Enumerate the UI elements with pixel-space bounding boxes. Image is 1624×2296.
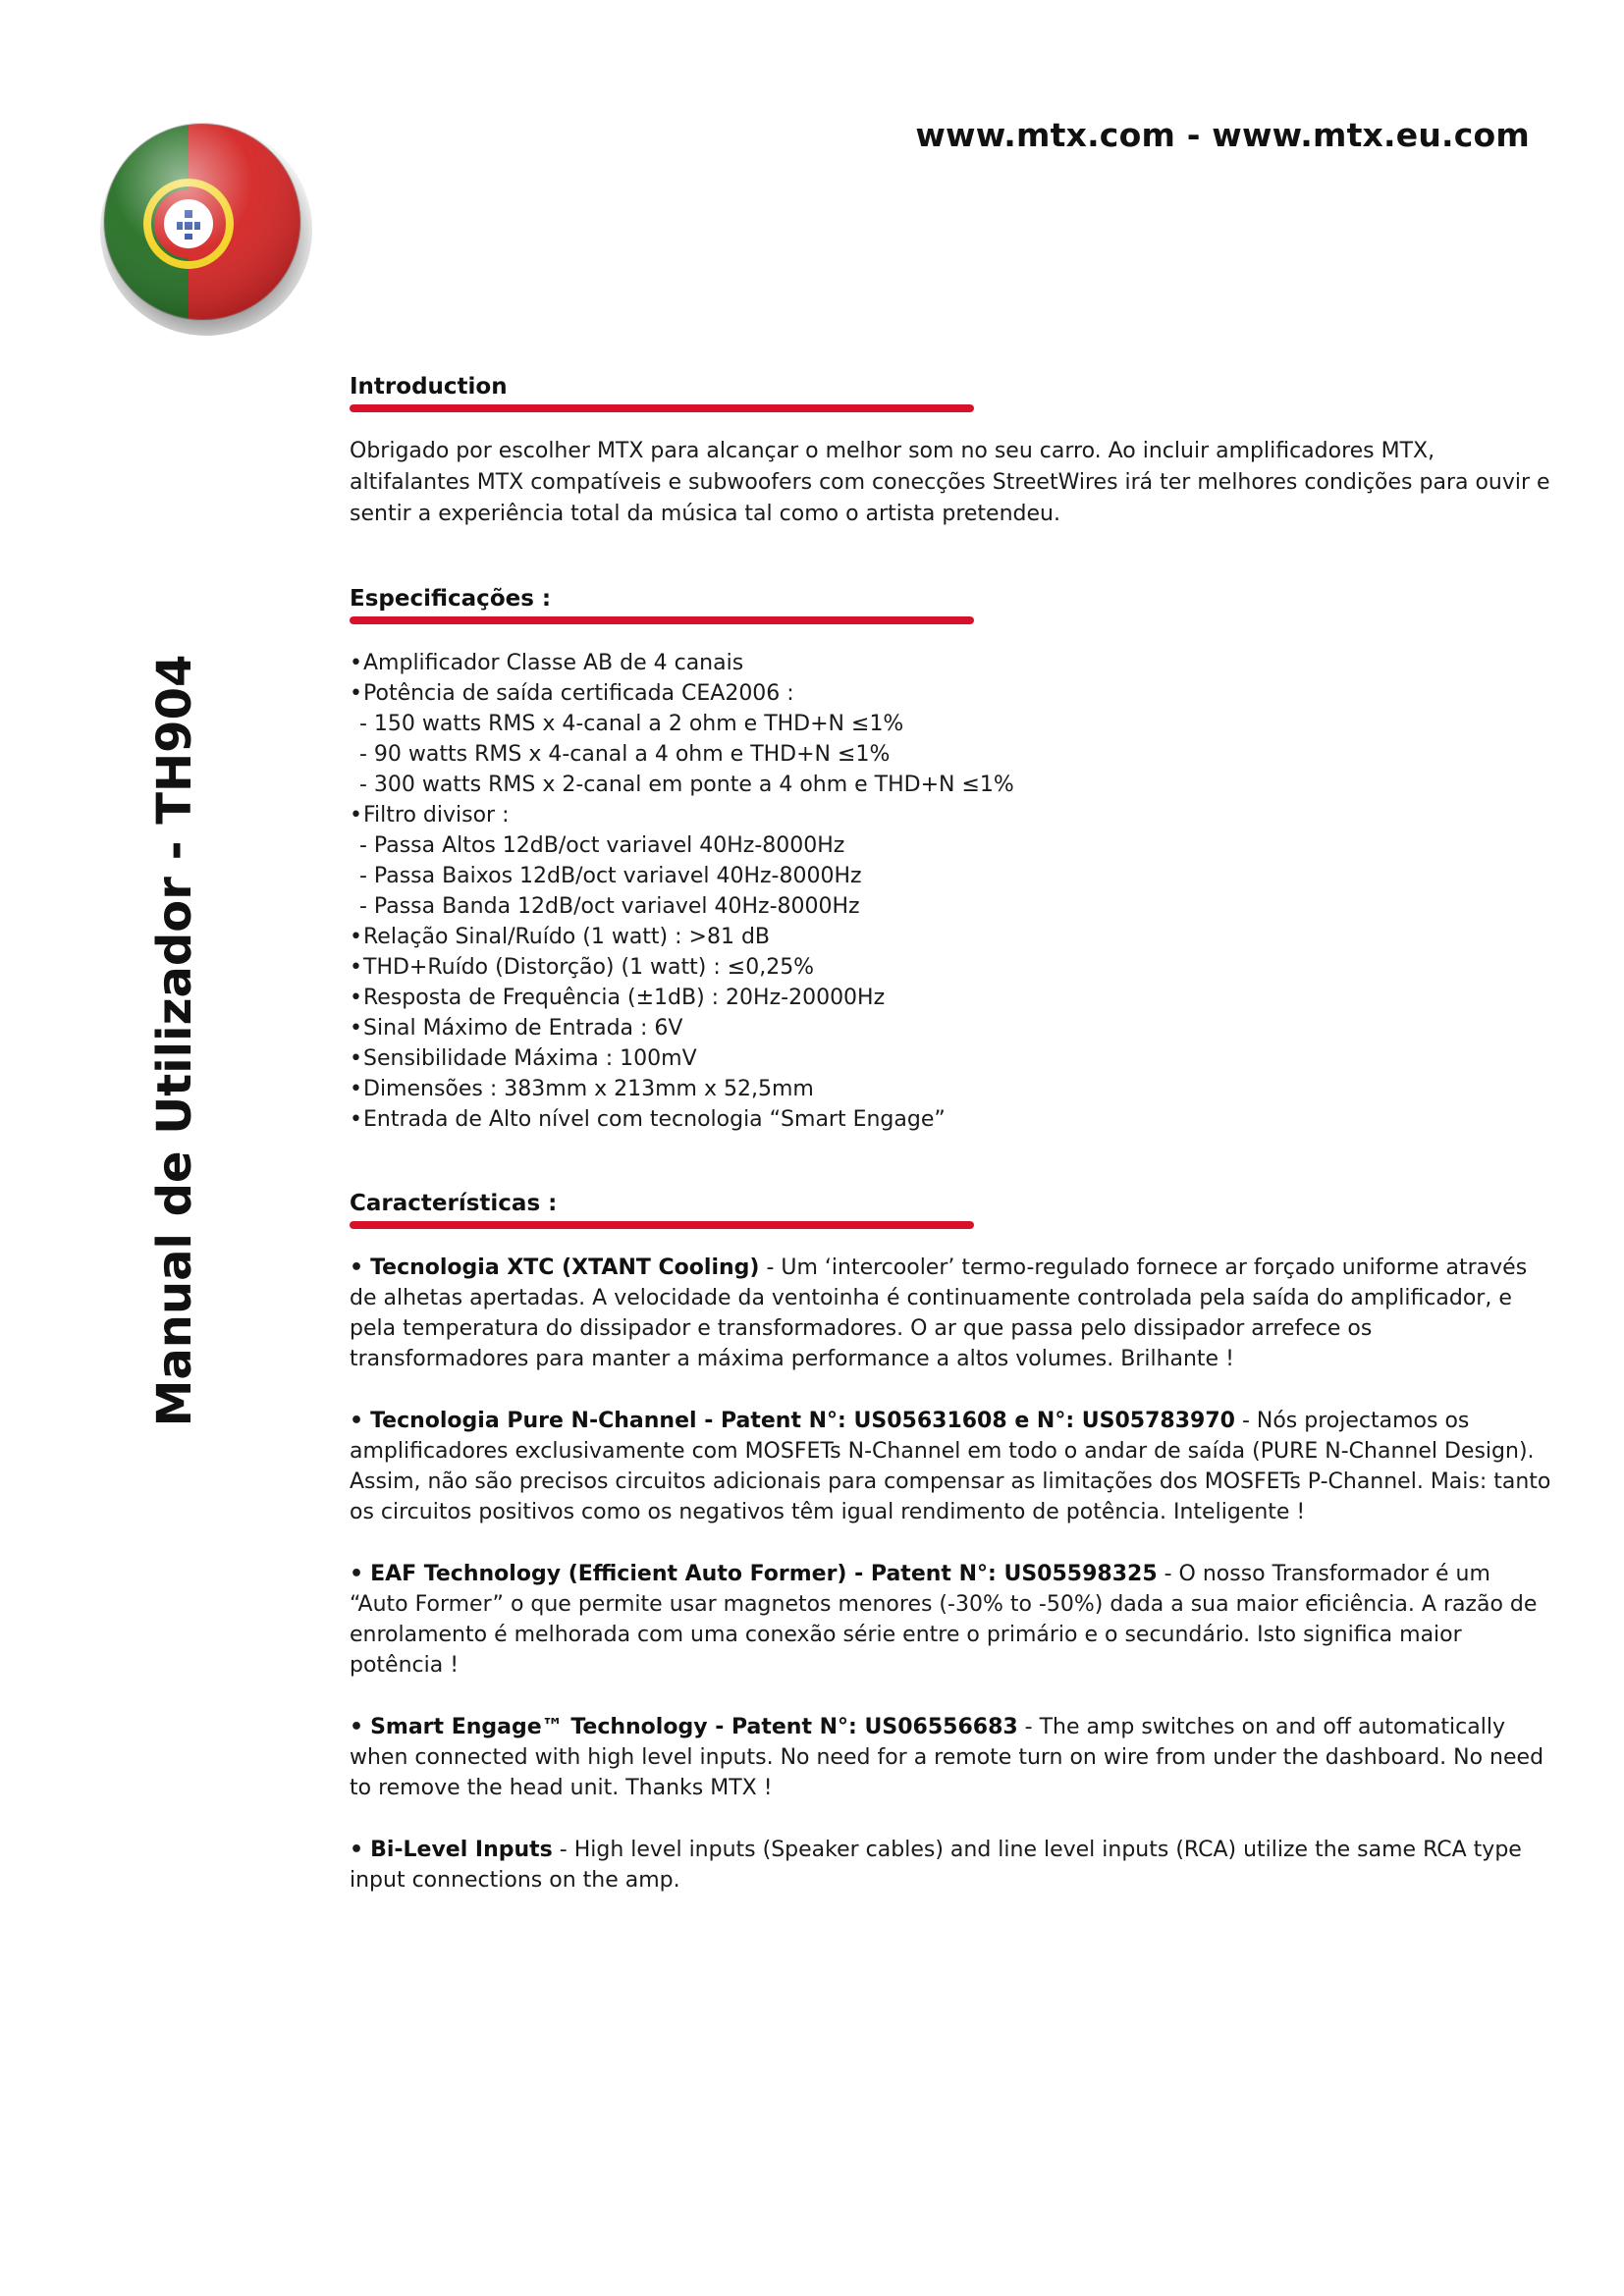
feature-description: - The amp switches on and off automatically when connected with high level inputs. No need for a remote turn on wire from under the dashboard. No need to remove the head unit. Thanks MTX !: [350, 1715, 1544, 1800]
spec-subitem: - Passa Baixos 12dB/oct variavel 40Hz-8000Hz: [359, 864, 862, 888]
spec-subitem: - Passa Altos 12dB/oct variavel 40Hz-8000Hz: [359, 833, 845, 858]
features-section: [350, 1188, 1551, 1896]
specifications-list: [350, 648, 1551, 1135]
spec-item: • Amplificador Classe AB de 4 canais: [350, 648, 1551, 678]
feature-bullet: •: [350, 1838, 364, 1862]
spec-subitem: - 300 watts RMS x 2-canal em ponte a 4 ohm e THD+N ≤1%: [359, 773, 1014, 797]
feature-description: - Um ‘intercooler’ termo-regulado fornece ar forçado uniforme através de alhetas apertadas. A velocidade da ventoinha é continuamente controlada pela saída do amplificador, e pela temperatura do dissipador e transformadores. O ar que passa pelo dissipador arrefece os transformadores para manter a máxima performance a altos volumes. Brilhante !: [350, 1255, 1528, 1371]
section-divider: [350, 616, 974, 624]
feature-title: Smart Engage™ Technology - Patent N°: US06556683: [370, 1715, 1018, 1739]
spec-subitem: - 150 watts RMS x 4-canal a 2 ohm e THD+N ≤1%: [359, 712, 904, 736]
spec-subitem: - 90 watts RMS x 4-canal a 4 ohm e THD+N ≤1%: [359, 742, 891, 767]
features-heading: Características :: [350, 1191, 558, 1216]
section-divider: [350, 404, 974, 412]
spec-item: • Sensibilidade Máxima : 100mV: [350, 1043, 1551, 1074]
spec-item: • Resposta de Frequência (±1dB) : 20Hz-20000Hz: [350, 983, 1551, 1013]
feature-bullet: •: [350, 1255, 364, 1280]
feature-bi-level-inputs: [350, 1835, 1551, 1896]
specifications-section: [350, 583, 1551, 1135]
portugal-flag-icon: [94, 116, 316, 338]
manual-side-title: Manual de Utilizador - TH904: [147, 654, 202, 1427]
section-divider: [350, 1221, 974, 1229]
spec-item: • Sinal Máximo de Entrada : 6V: [350, 1013, 1551, 1043]
spec-item: • Relação Sinal/Ruído (1 watt) : >81 dB: [350, 922, 1551, 952]
feature-xtc: [350, 1253, 1551, 1374]
spec-item: • THD+Ruído (Distorção) (1 watt) : ≤0,25%: [350, 952, 1551, 983]
manual-content: [350, 371, 1551, 1949]
spec-item: • Potência de saída certificada CEA2006 :: [350, 678, 1551, 709]
introduction-heading: Introduction: [350, 374, 508, 400]
feature-smart-engage: [350, 1712, 1551, 1803]
feature-bullet: •: [350, 1409, 364, 1433]
specifications-heading: Especificações :: [350, 586, 552, 612]
feature-title: Tecnologia XTC (XTANT Cooling): [370, 1255, 760, 1280]
feature-pure-n-channel: [350, 1406, 1551, 1527]
website-url: www.mtx.com - www.mtx.eu.com: [915, 116, 1530, 154]
feature-title: Tecnologia Pure N-Channel - Patent N°: US05631608 e N°: US05783970: [370, 1409, 1235, 1433]
feature-description: - Nós projectamos os amplificadores exclusivamente com MOSFETs N-Channel em todo o andar de saída (PURE N-Channel Design). Assim, não são precisos circuitos adicionais para compensar as limitações dos MOSFETs P-Channel. Mais: tanto os circuitos positivos como os negativos têm igual rendimento de potência. Inteligente !: [350, 1409, 1551, 1524]
introduction-section: [350, 371, 1551, 530]
feature-description: - O nosso Transformador é um “Auto Former” o que permite usar magnetos menores (-30% to -50%) dada a sua maior eficiência. A razão de enrolamento é melhorada com uma conexão série entre o primário e o secundário. Isto significa maior potência !: [350, 1562, 1538, 1678]
spec-item: • Filtro divisor :: [350, 800, 1551, 830]
feature-description: - High level inputs (Speaker cables) and line level inputs (RCA) utilize the same RCA type input connections on the amp.: [350, 1838, 1522, 1893]
spec-item: • Dimensões : 383mm x 213mm x 52,5mm: [350, 1074, 1551, 1104]
feature-title: EAF Technology (Efficient Auto Former) - Patent N°: US05598325: [370, 1562, 1158, 1586]
spec-item: • Entrada de Alto nível com tecnologia “Smart Engage”: [350, 1104, 1551, 1135]
introduction-text: Obrigado por escolher MTX para alcançar o melhor som no seu carro. Ao incluir amplificadores MTX, altifalantes MTX compatíveis e subwoofers com conecções StreetWires irá ter melhores condições para ouvir e sentir a experiência total da música tal como o artista pretendeu.: [350, 439, 1550, 526]
feature-bullet: •: [350, 1562, 364, 1586]
spec-subitem: - Passa Banda 12dB/oct variavel 40Hz-8000Hz: [359, 894, 860, 919]
feature-bullet: •: [350, 1715, 364, 1739]
feature-title: Bi-Level Inputs: [370, 1838, 553, 1862]
feature-eaf: [350, 1559, 1551, 1681]
